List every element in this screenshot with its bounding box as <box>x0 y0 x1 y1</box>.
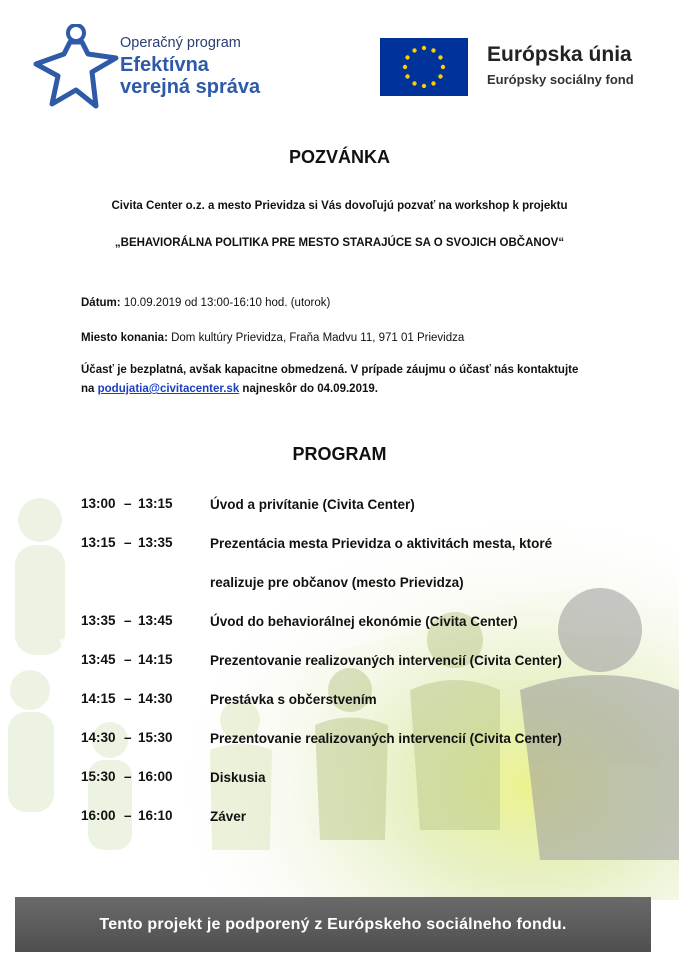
time-start: 15:30 <box>81 769 116 784</box>
program-line-1: Operačný program <box>120 35 241 51</box>
eu-flag-icon <box>380 38 468 96</box>
activity: Úvod a privítanie (Civita Center) <box>210 497 415 512</box>
time-dash: – <box>124 535 132 550</box>
schedule-row <box>81 533 621 611</box>
star-person-icon <box>30 24 120 110</box>
time-end: 14:30 <box>138 691 173 706</box>
time-start: 13:00 <box>81 496 116 511</box>
date-value: 10.09.2019 od 13:00-16:10 hod. (utorok) <box>120 297 331 309</box>
time-dash: – <box>124 808 132 823</box>
program-logo <box>30 22 310 112</box>
program-line-3: verejná správa <box>120 75 261 98</box>
activity-line-1: Prezentácia mesta Prievidza o aktivitách mesta, ktoré <box>210 536 553 551</box>
time-start: 13:15 <box>81 535 116 550</box>
eu-subtitle: Európsky sociálny fond <box>487 72 634 87</box>
page-title: POZVÁNKA <box>288 147 390 167</box>
activity: Úvod do behaviorálnej ekonómie (Civita Center) <box>210 614 518 629</box>
program-schedule <box>81 494 621 845</box>
time-end: 15:30 <box>138 730 173 745</box>
activity <box>210 524 630 602</box>
time-start: 14:30 <box>81 730 116 745</box>
time-dash: – <box>124 652 132 667</box>
time-dash: – <box>124 691 132 706</box>
time-end: 13:15 <box>138 496 173 511</box>
time-dash: – <box>124 730 132 745</box>
footer-banner: Tento projekt je podporený z Európskeho sociálneho fondu. <box>15 897 651 952</box>
activity-line-2: realizuje pre občanov (mesto Prievidza) <box>210 575 464 590</box>
date-line <box>81 294 621 313</box>
note-line-1: Účasť je bezplatná, avšak kapacitne obmedzená. V prípade záujmu o účasť nás kontaktujte <box>81 364 579 376</box>
program-heading: PROGRAM <box>292 444 387 464</box>
note-tail: najneskôr do 04.09.2019. <box>239 383 378 395</box>
time-start: 14:15 <box>81 691 116 706</box>
eu-title: Európska únia <box>487 43 632 66</box>
time-start: 13:45 <box>81 652 116 667</box>
time-end: 13:35 <box>138 535 173 550</box>
schedule-row <box>81 806 621 845</box>
note-na: na <box>81 383 98 395</box>
time-end: 16:10 <box>138 808 173 823</box>
date-label: Dátum: <box>81 297 121 309</box>
time-start: 13:35 <box>81 613 116 628</box>
time-dash: – <box>124 769 132 784</box>
time-end: 13:45 <box>138 613 173 628</box>
activity: Prezentovanie realizovaných intervencií (Civita Center) <box>210 731 562 746</box>
time-end: 14:15 <box>138 652 173 667</box>
time-end: 16:00 <box>138 769 173 784</box>
place-line <box>81 329 621 348</box>
contact-email-link[interactable]: podujatia@civitacenter.sk <box>97 383 240 395</box>
time-dash: – <box>124 496 132 511</box>
intro-text: Civita Center o.z. a mesto Prievidza si Vás dovoľujú pozvať na workshop k projektu <box>111 200 568 212</box>
time-start: 16:00 <box>81 808 116 823</box>
activity: Prezentovanie realizovaných intervencií (Civita Center) <box>210 653 562 668</box>
activity: Záver <box>210 809 247 824</box>
activity: Prestávka s občerstvením <box>210 692 377 707</box>
project-name: „BEHAVIORÁLNA POLITIKA PRE MESTO STARAJÚCE SA O SVOJICH OBČANOV“ <box>114 237 565 249</box>
place-value: Dom kultúry Prievidza, Fraňa Madvu 11, 971 01 Prievidza <box>167 332 465 344</box>
activity: Diskusia <box>210 770 266 785</box>
time-dash: – <box>124 613 132 628</box>
registration-note <box>81 361 621 399</box>
eu-label <box>487 44 634 86</box>
program-line-2: Efektívna <box>120 53 209 76</box>
place-label: Miesto konania: <box>81 332 168 344</box>
